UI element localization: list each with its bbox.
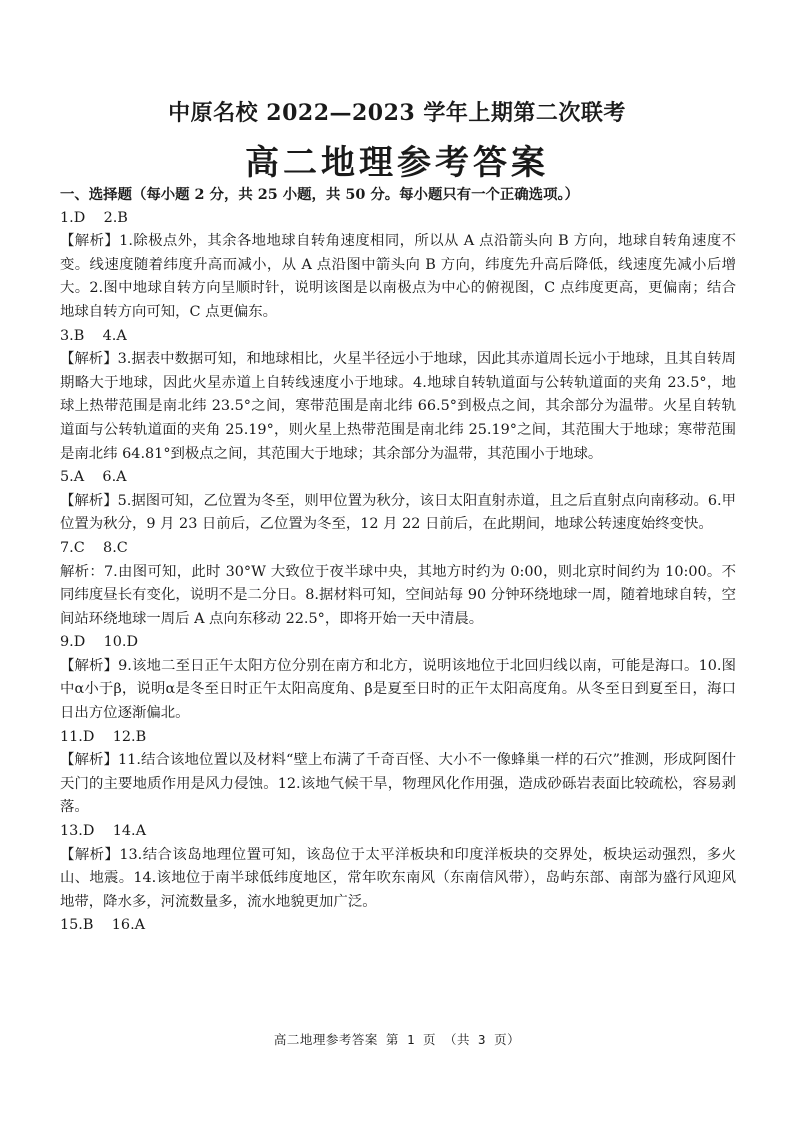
answer-line: 5.A 6.A <box>60 469 127 486</box>
section-heading: 一、选择题（每小题 2 分，共 25 小题，共 50 分。每小题只有一个正确选项。） <box>60 186 580 203</box>
page-footer: 高二地理参考答案 第 1 页 （共 3 页） <box>273 1032 521 1047</box>
explanation-paragraph: 【解析】5.据图可知，乙位置为冬至，则甲位置为秋分，该日太阳直射赤道，且之后直射点向南移动。6.甲位置为秋分，9 月 23 日前后，乙位置为冬至，12 月 22 日前后，在此期间，地球公转速度始终变快。 <box>60 492 736 533</box>
answer-line: 3.B 4.A <box>60 327 127 344</box>
document-title: 高二地理参考答案 <box>245 143 549 183</box>
answer-body <box>60 183 736 938</box>
answer-line: 9.D 10.D <box>60 634 138 651</box>
answer-line: 13.D 14.A <box>60 823 146 840</box>
explanation-paragraph: 【解析】9.该地二至日正午太阳方位分别在南方和北方，说明该地位于北回归线以南，可能是海口。10.图中α小于β，说明α是冬至日时正午太阳高度角、β是夏至日时的正午太阳高度角。从冬至日到夏至日，海口日出方位逐渐偏北。 <box>60 657 736 722</box>
answer-line: 7.C 8.C <box>60 539 128 556</box>
explanation-paragraph: 【解析】13.结合该岛地理位置可知，该岛位于太平洋板块和印度洋板块的交界处，板块运动强烈，多火山、地震。14.该地位于南半球低纬度地区，常年吹东南风（东南信风带），岛屿东部、南部为盛行风迎风地带，降水多，河流数量多，流水地貌更加广泛。 <box>60 846 736 910</box>
answer-line: 11.D 12.B <box>60 728 147 745</box>
explanation-paragraph: 【解析】11.结合该地位置以及材料“壁上布满了千奇百怪、大小不一像蜂巢一样的石穴”推测，形成阿图什天门的主要地质作用是风力侵蚀。12.该地气候干旱，物理风化作用强，造成砂砾岩表面比较疏松，容易剥落。 <box>60 752 736 816</box>
explanation-paragraph: 【解析】1.除极点外，其余各地地球自转角速度相同，所以从 A 点沿箭头向 B 方向，地球自转角速度不变。线速度随着纬度升高而减小，从 A 点沿图中箭头向 B 方向，纬度先升高后降低，线速度先减小后增大。2.图中地球自转方向呈顺时针，说明该图是以南极点为中心的俯视图，C 点纬度更高，更偏南；结合地球自转方向可知，C 点更偏东。 <box>60 233 736 320</box>
answer-line: 1.D 2.B <box>60 209 128 226</box>
exam-title: 中原名校 2022—2023 学年上期第二次联考 <box>168 100 626 126</box>
explanation-paragraph: 【解析】3.据表中数据可知，和地球相比，火星半径远小于地球，因此其赤道周长远小于地球，且其自转周期略大于地球，因此火星赤道上自转线速度小于地球。4.地球自转轨道面与公转轨道面的夹角 23.5°，地球上热带范围是南北纬 23.5°之间，寒带范围是南北纬 66.5°到极点之间，其余部分为温带。火星自转轨道面与公转轨道面的夹角 25.19°，则火星上热带范围是南北纬 25.19°之间，其范围大于地球；寒带范围是南北纬 64.81°到极点之间，其范围大于地球；其余部分为温带，其范围小于地球。 <box>60 351 736 462</box>
explanation-paragraph: 解析：7.由图可知，此时 30°W 大致位于夜半球中央，其地方时约为 0:00，则北京时间约为 10:00。不同纬度昼长有变化，说明不是二分日。8.据材料可知，空间站每 90 分钟环绕地球一周，随着地球自转，空间站环绕地球一周后 A 点向东移动 22.5°，即将开始一天中清晨。 <box>60 563 736 627</box>
answer-line: 15.B 16.A <box>60 917 146 934</box>
